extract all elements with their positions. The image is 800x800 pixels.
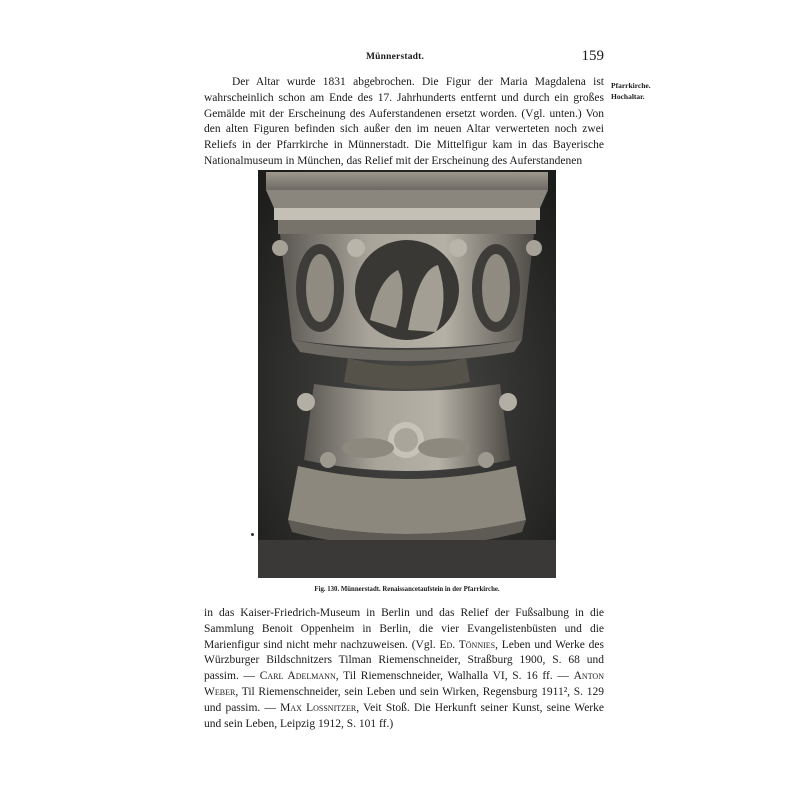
author-toennies: Ed. Tönnies: [439, 638, 496, 651]
margin-notes: [611, 80, 651, 102]
margin-mark: [251, 533, 254, 536]
running-title: Münnerstadt.: [366, 52, 425, 62]
body-text-top: [204, 75, 604, 170]
margin-note-hochaltar: Hochaltar.: [611, 92, 645, 101]
text-segment: , Til Riemenschneider, Walhalla VI, S. 16 ff. —: [335, 670, 574, 683]
author-weber: Anton Weber: [204, 670, 604, 698]
page-number: 159: [581, 48, 604, 64]
figure-caption: Fig. 130. Münnerstadt. Renaissancetaufstein in der Pfarrkirche.: [314, 586, 500, 593]
paragraph-bottom: [204, 606, 604, 732]
baptismal-font-illustration: [258, 170, 556, 578]
text-segment: , Leben und Werke des Würzburger Bildschnitzers Tilman Riemenschneider, Straßburg 1900, S. 68 und passim. —: [204, 638, 605, 683]
text-segment: , Til Riemenschneider, sein Leben und sein Wirken, Regensburg 1911², S. 129 und passim. —: [204, 685, 604, 714]
figure-baptismal-font-photo: [258, 170, 556, 578]
paragraph-top: Der Altar wurde 1831 abgebrochen. Die Figur der Maria Magdalena ist wahrscheinlich schon am Ende des 17. Jahrhunderts entfernt und durch ein großes Gemälde mit der Erscheinung des Auferstandenen ersetzt worden. (Vgl. unten.) Von den alten Figuren befinden sich außer den im neuen Altar verwerteten noch zwei Reliefs in der Pfarrkirche in Münnerstadt. Die Mittelfigur kam in das Bayerische Nationalmuseum in München, das Relief mit der Erscheinung des Auferstandenen: [204, 76, 604, 167]
text-segment: , Veit Stoß. Die Herkunft seiner Kunst, seine Werke und sein Leben, Leipzig 1912, S. 101 ff.): [204, 701, 604, 730]
margin-note-pfarrkirche: Pfarrkirche.: [611, 81, 651, 90]
author-lossnitzer: Max Lossnitzer: [280, 701, 357, 714]
author-adelmann: Carl Adelmann: [259, 670, 336, 683]
text-segment: in das Kaiser-Friedrich-Museum in Berlin und das Relief der Fußsalbung in die Sammlung Benoit Oppenheim in Berlin, die vier Evangelistenbüsten und die Marienfigur sind nicht mehr nachzuweisen. (Vgl.: [204, 607, 604, 651]
body-text-bottom: [204, 606, 604, 732]
